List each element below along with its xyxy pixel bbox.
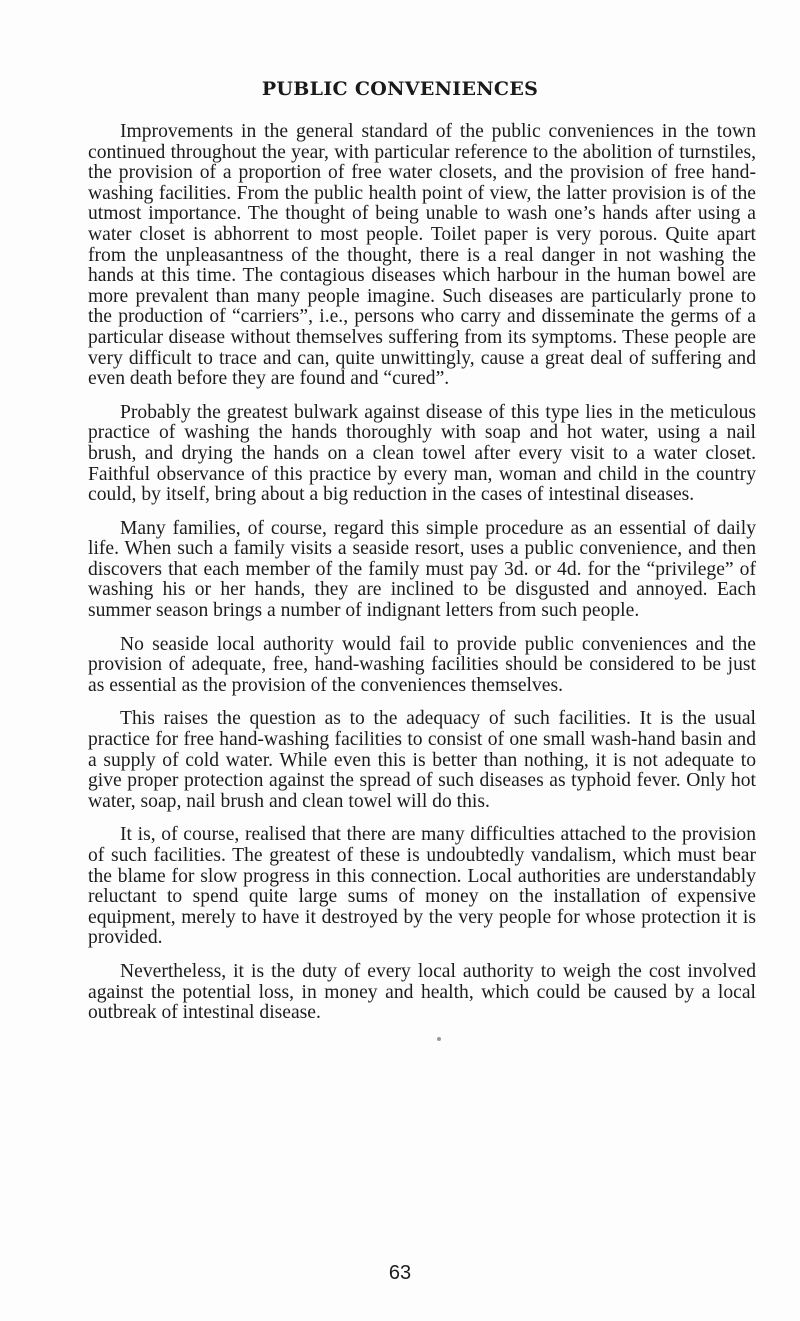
paragraph: This raises the question as to the adequacy of such facilities. It is the usual practice for free hand-washing facilities to consist of one small wash-hand basin and a supply of cold water. While even this is better than nothing, it is not adequate to give proper protection against the spread of such diseases as typhoid fever. Only hot water, soap, nail brush and clean towel will do this.: [88, 708, 756, 812]
print-speck: [437, 1037, 441, 1041]
paragraph: Probably the greatest bulwark against disease of this type lies in the meticulous practice of washing the hands thoroughly with soap and hot water, using a nail brush, and drying the hands on a clean towel after every visit to a water closet. Faithful observance of this practice by every man, woman and child in the country could, by itself, bring about a big reduction in the cases of intestinal diseases.: [88, 401, 756, 506]
page-title: PUBLIC CONVENIENCES: [261, 78, 539, 100]
paragraph: It is, of course, realised that there are many difficulties attached to the provision of such facilities. The greatest of these is undoubtedly vandalism, which must bear the blame for slow progress in this connection. Local authorities are understandably reluctant to spend quite large sums of money on the installation of expensive equipment, merely to have it destroyed by the very people for whose protection it is provided.: [88, 824, 756, 949]
paragraph: Improvements in the general standard of the public conveniences in the town continued throughout the year, with particular reference to the abolition of turnstiles, the provision of a proportion of free water closets, and the provision of free hand-washing facilities. From the public health point of view, the latter provision is of the utmost importance. The thought of being unable to wash one’s hands after using a water closet is abhorrent to most people. Toilet paper is very porous. Quite apart from the unpleasantness of the thought, there is a real danger in not washing the hands at this time. The contagious diseases which harbour in the human bowel are more prevalent than many people imagine. Such diseases are particularly prone to the production of “carriers”, i.e., persons who carry and disseminate the germs of a particular disease without themselves suffering from its symptoms. These people are very difficult to trace and can, quite unwittingly, cause a great deal of suffering and even death before they are found and “cured”.: [88, 121, 756, 390]
body-text: [88, 122, 756, 1037]
page-number: 63: [388, 1262, 412, 1284]
paragraph: Nevertheless, it is the duty of every local authority to weigh the cost involved against the potential loss, in money and health, which could be caused by a local outbreak of intestinal disease.: [88, 960, 756, 1024]
paragraph: No seaside local authority would fail to provide public conveniences and the provision of adequate, free, hand-washing facilities should be considered to be just as essential as the provision of the conveniences themselves.: [88, 633, 756, 696]
paragraph: Many families, of course, regard this simple procedure as an essential of daily life. When such a family visits a seaside resort, uses a public convenience, and then discovers that each member of the family must pay 3d. or 4d. for the “privilege” of washing his or her hands, they are inclined to be disgusted and annoyed. Each summer season brings a number of indignant letters from such people.: [88, 517, 756, 622]
